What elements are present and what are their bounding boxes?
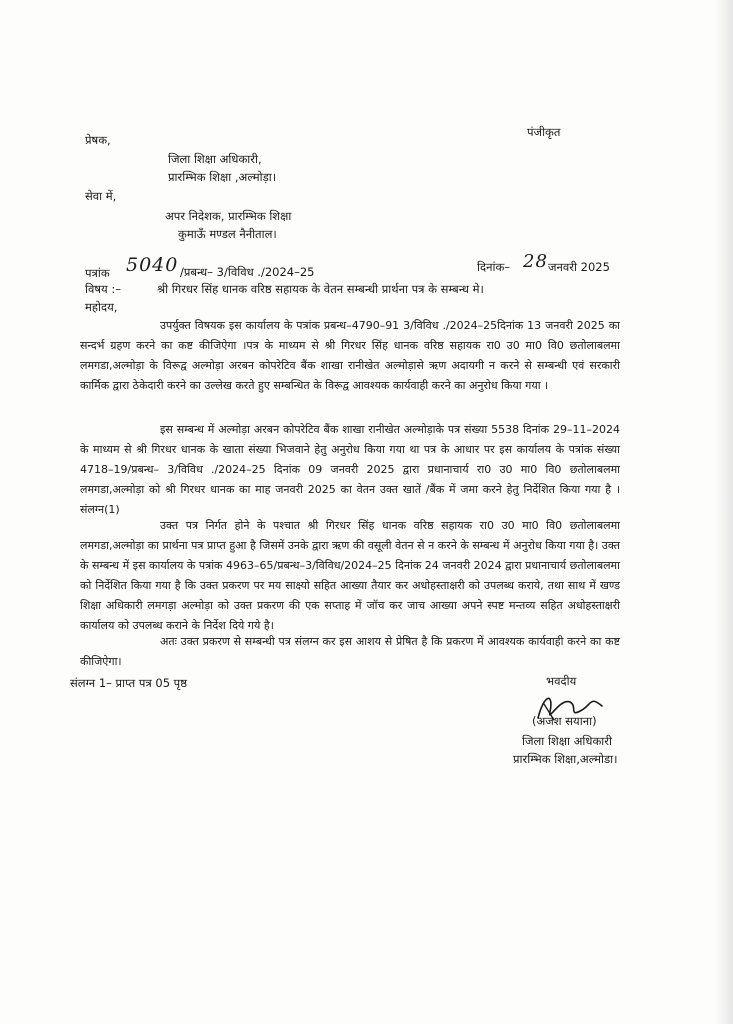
sender-line-1: जिला शिक्षा अधिकारी, [168, 152, 262, 166]
salutation: महोदय, [85, 300, 118, 314]
recipient-label: सेवा में, [85, 189, 117, 203]
closing-word: भवदीय [546, 674, 577, 688]
body-paragraph-1: उपर्युक्त विषयक इस कार्यालय के पत्रांक प्रबन्ध–4790–91 3/विविध ./2024–25दिनांक 13 जनवरी 2025 का सन्दर्भ ग्रहण करने का कष्ट कीजिऐगा ।पत्र के माध्यम से श्री गिरधर सिंह धानक वरिष्ठ सहायक रा0 उ0 मा0 वि0 छतोलाबलमा लमगडा,अल्मोड़ा के विरूद्व अल्मोड़ा अरबन कोपरेटिव बैंक शाखा रानीखेत अल्मोड़ासे ऋण अदायगी न करने से सम्बन्धी एवं सरकारी कार्मिक द्वारा ठेकेदारी करने का उल्लेख करते हुए सम्बन्धित के विरूद्व आवश्यक कार्यवाही करने का अनुरोध किया गया । [80, 319, 620, 392]
recipient-line-1: अपर निदेशक, प्रारम्भिक शिक्षा [165, 209, 292, 223]
sender-label: प्रेषक, [85, 133, 111, 147]
signatory-office: प्रारम्भिक शिक्षा,अल्मोडा। [513, 752, 618, 766]
body-paragraph-3: उक्त पत्र निर्गत होने के पश्चात श्री गिरधर सिंह धानक वरिष्ठ सहायक रा0 उ0 मा0 वि0 छतोलाबलमा लमगडा,अल्मोड़ा का प्रार्थना पत्र प्राप्त हुआ है जिसमें उनके द्वारा ऋण की वसूली वेतन से न करने के सम्बन्ध में अनुरोध किया गया है। उक्त के सम्बन्ध में इस कार्यालय के पत्रांक 4963–65/प्रबन्ध–3/विविध/2024–25 दिनांक 24 जनवरी 2024 द्वारा प्रधानाचार्य छतोलाबलमा को निर्देशित किया गया है कि उक्त प्रकरण पर मय साक्ष्यो सहित आख्या तैयार कर अधोहस्ताक्षरी को उपलब्ध कराये, तथा साथ में खण्ड शिक्षा अधिकारी लमगड़ा अल्मोड़ा को उक्त प्रकरण की एक सप्ताह में जॉच कर जाच आख्या अपने स्पष्ट मन्तव्य सहित अधोहस्ताक्षरी कार्यालय को उपलब्ध कराने के निर्देश दिये गये है। [80, 519, 620, 632]
reference-number-handwritten: 5040 [126, 254, 179, 276]
scan-edge-shadow [715, 0, 733, 1024]
recipient-line-2: कुमाऊँ मण्डल नैनीताल। [178, 227, 277, 241]
reference-rest: /प्रबन्ध– 3/विविध ./2024–25 [180, 265, 315, 279]
enclosure-note: संलग्न 1– प्राप्त पत्र 05 पृष्ठ [70, 676, 187, 690]
subject-label: विषय :– [85, 282, 121, 296]
body-paragraph-4: अतः उक्त प्रकरण से सम्बन्धी पत्र संलग्न कर इस आशय से प्रेषित है कि प्रकरण में आवश्यक कार्यवाही करने का कष्ट कीजिऐगा। [80, 635, 620, 668]
date-rest: जनवरी 2025 [548, 260, 610, 274]
signatory-name: (अजेश सयाना) [532, 714, 597, 728]
sender-line-2: प्रारम्भिक शिक्षा ,अल्मोड़ा। [168, 170, 277, 184]
subject-text: श्री गिरधर सिंह धानक वरिष्ठ सहायक के वेतन सम्बन्धी प्रार्थना पत्र के सम्बन्ध मे। [157, 282, 484, 296]
registered-mark: पंजीकृत [527, 125, 561, 139]
date-label: दिनांक– [477, 260, 511, 274]
reference-label: पत्रांक [85, 266, 110, 280]
body-paragraph-2: इस सम्बन्ध में अल्मोड़ा अरबन कोपरेटिव बैंक शाखा रानीखेत अल्मोड़ाके पत्र संख्या 5538 दिनांक 29–11–2024 के माध्यम से श्री गिरधर धानक के खाता संख्या भिजवाने हेतु अनुरोध किया गया था पत्र के आधार पर इस कार्यालय के पत्रांक संख्या 4718–19/प्रबन्ध– 3/विविध ./2024–25 दिनांक 09 जनवरी 2025 द्वारा प्रधानाचार्य रा0 उ0 मा0 वि0 छतोलाबलमा लमगडा,अल्मोड़ा को श्री गिरधर धानक का माह जनवरी 2025 का वेतन उक्त खातें /बैंक में जमा करने हेतु निर्देशित किया गया है । संलग्न(1) [80, 423, 620, 516]
date-day-handwritten: 28 [523, 251, 548, 272]
signatory-designation: जिला शिक्षा अधिकारी [522, 734, 612, 748]
